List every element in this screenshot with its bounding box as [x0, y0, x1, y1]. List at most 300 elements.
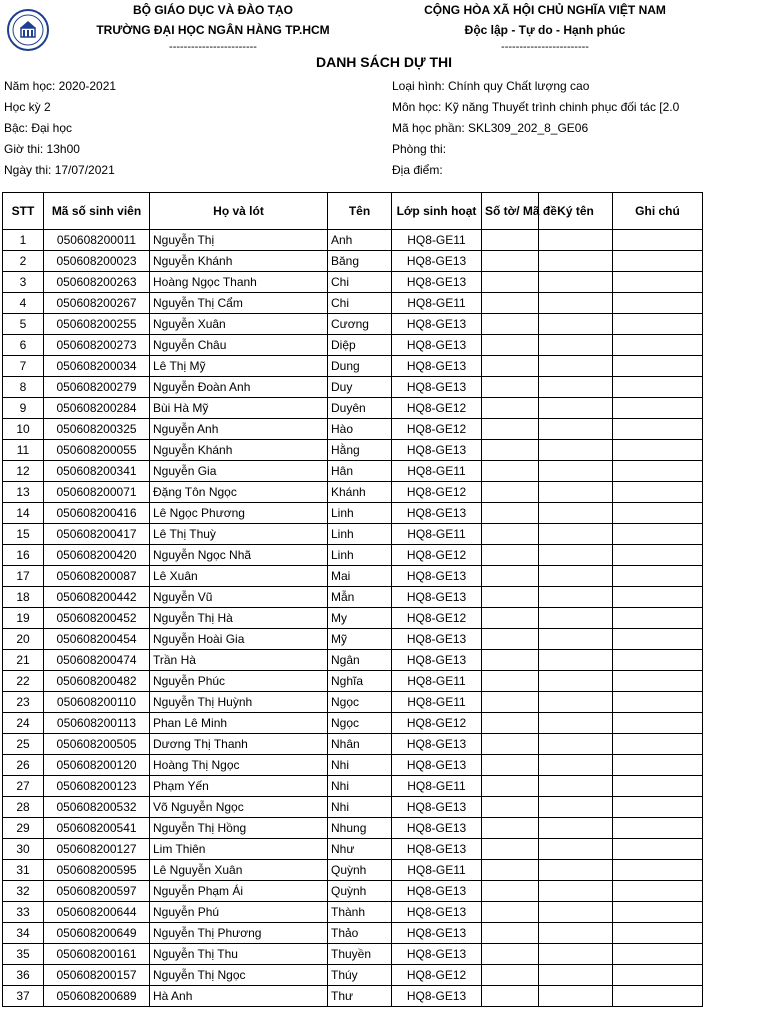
- row-sheets[interactable]: [482, 692, 539, 713]
- row-stt: 30: [3, 839, 44, 860]
- row-signature[interactable]: [539, 398, 613, 419]
- row-surname: Nguyễn Thị Huỳnh: [150, 692, 328, 713]
- table-row: [3, 398, 703, 419]
- row-notes[interactable]: [613, 461, 703, 482]
- row-student-id: 050608200644: [44, 902, 150, 923]
- ministry-name: BỘ GIÁO DỤC VÀ ĐÀO TẠO: [132, 3, 293, 17]
- row-surname: Nguyễn Thị Cẩm: [150, 293, 328, 314]
- row-surname: Võ Nguyễn Ngọc: [150, 797, 328, 818]
- university-name: TRƯỜNG ĐẠI HỌC NGÂN HÀNG TP.HCM: [96, 23, 330, 37]
- row-class: HQ8-GE12: [392, 713, 482, 734]
- row-signature[interactable]: [539, 482, 613, 503]
- row-given-name: Mẫn: [328, 587, 392, 608]
- row-surname: Nguyễn Khánh: [150, 440, 328, 461]
- row-class: HQ8-GE12: [392, 419, 482, 440]
- row-signature[interactable]: [539, 293, 613, 314]
- row-surname: Lê Thị Thuỳ: [150, 524, 328, 545]
- row-notes[interactable]: [613, 692, 703, 713]
- row-notes[interactable]: [613, 545, 703, 566]
- row-given-name: Thúy: [328, 965, 392, 986]
- row-student-id: 050608200420: [44, 545, 150, 566]
- row-stt: 4: [3, 293, 44, 314]
- row-class: HQ8-GE13: [392, 902, 482, 923]
- row-stt: 32: [3, 881, 44, 902]
- row-given-name: Thư: [328, 986, 392, 1007]
- row-signature[interactable]: [539, 608, 613, 629]
- exam-location: Địa điểm:: [392, 163, 443, 177]
- col-notes: Ghi chú: [613, 193, 703, 230]
- row-student-id: 050608200649: [44, 923, 150, 944]
- row-signature[interactable]: [539, 902, 613, 923]
- row-student-id: 050608200071: [44, 482, 150, 503]
- row-stt: 17: [3, 566, 44, 587]
- row-student-id: 050608200689: [44, 986, 150, 1007]
- row-notes[interactable]: [613, 713, 703, 734]
- table-row: [3, 944, 703, 965]
- row-notes[interactable]: [613, 335, 703, 356]
- row-sheets[interactable]: [482, 776, 539, 797]
- row-surname: Nguyễn Thị Hà: [150, 608, 328, 629]
- row-student-id: 050608200595: [44, 860, 150, 881]
- row-sheets[interactable]: [482, 335, 539, 356]
- row-given-name: Ngân: [328, 650, 392, 671]
- row-student-id: 050608200417: [44, 524, 150, 545]
- row-sheets[interactable]: [482, 419, 539, 440]
- row-signature[interactable]: [539, 797, 613, 818]
- row-sheets[interactable]: [482, 314, 539, 335]
- program-type: Loại hình: Chính quy Chất lượng cao: [392, 79, 590, 93]
- school-year: Năm học: 2020-2021: [4, 79, 117, 93]
- row-stt: 26: [3, 755, 44, 776]
- row-given-name: Chi: [328, 272, 392, 293]
- row-stt: 31: [3, 860, 44, 881]
- row-given-name: Chi: [328, 293, 392, 314]
- table-row: [3, 902, 703, 923]
- row-student-id: 050608200127: [44, 839, 150, 860]
- row-notes[interactable]: [613, 377, 703, 398]
- row-class: HQ8-GE13: [392, 629, 482, 650]
- table-row: [3, 881, 703, 902]
- row-signature[interactable]: [539, 776, 613, 797]
- row-signature[interactable]: [539, 650, 613, 671]
- row-sheets[interactable]: [482, 272, 539, 293]
- row-student-id: 050608200452: [44, 608, 150, 629]
- row-notes[interactable]: [613, 902, 703, 923]
- row-notes[interactable]: [613, 734, 703, 755]
- row-given-name: Cương: [328, 314, 392, 335]
- row-surname: Lê Ngọc Phương: [150, 503, 328, 524]
- row-class: HQ8-GE13: [392, 272, 482, 293]
- row-class: HQ8-GE11: [392, 461, 482, 482]
- row-class: HQ8-GE13: [392, 923, 482, 944]
- row-sheets[interactable]: [482, 818, 539, 839]
- table-row: [3, 440, 703, 461]
- row-stt: 21: [3, 650, 44, 671]
- row-given-name: Như: [328, 839, 392, 860]
- row-stt: 5: [3, 314, 44, 335]
- table-row: [3, 314, 703, 335]
- row-given-name: Dung: [328, 356, 392, 377]
- row-sheets[interactable]: [482, 608, 539, 629]
- table-row: [3, 230, 703, 251]
- row-stt: 28: [3, 797, 44, 818]
- row-stt: 23: [3, 692, 44, 713]
- row-notes[interactable]: [613, 650, 703, 671]
- table-row: [3, 377, 703, 398]
- row-stt: 19: [3, 608, 44, 629]
- row-signature[interactable]: [539, 356, 613, 377]
- row-sheets[interactable]: [482, 629, 539, 650]
- row-sheets[interactable]: [482, 839, 539, 860]
- row-student-id: 050608200123: [44, 776, 150, 797]
- document-title: DANH SÁCH DỰ THI: [315, 54, 453, 70]
- row-notes[interactable]: [613, 482, 703, 503]
- row-class: HQ8-GE13: [392, 377, 482, 398]
- row-class: HQ8-GE12: [392, 398, 482, 419]
- row-notes[interactable]: [613, 608, 703, 629]
- table-row: [3, 965, 703, 986]
- row-class: HQ8-GE13: [392, 566, 482, 587]
- row-student-id: 050608200157: [44, 965, 150, 986]
- row-student-id: 050608200532: [44, 797, 150, 818]
- row-signature[interactable]: [539, 377, 613, 398]
- row-surname: Nguyễn Thị Ngọc: [150, 965, 328, 986]
- row-signature[interactable]: [539, 461, 613, 482]
- row-stt: 35: [3, 944, 44, 965]
- row-surname: Phan Lê Minh: [150, 713, 328, 734]
- row-signature[interactable]: [539, 755, 613, 776]
- col-class: Lớp sinh hoạt: [392, 193, 482, 230]
- row-signature[interactable]: [539, 734, 613, 755]
- row-given-name: My: [328, 608, 392, 629]
- table-row: [3, 566, 703, 587]
- row-sheets[interactable]: [482, 356, 539, 377]
- row-class: HQ8-GE13: [392, 839, 482, 860]
- row-student-id: 050608200341: [44, 461, 150, 482]
- row-surname: Lê Thị Mỹ: [150, 356, 328, 377]
- row-student-id: 050608200482: [44, 671, 150, 692]
- row-surname: Nguyễn Đoàn Anh: [150, 377, 328, 398]
- table-row: [3, 692, 703, 713]
- row-signature[interactable]: [539, 713, 613, 734]
- table-row: [3, 839, 703, 860]
- row-notes[interactable]: [613, 503, 703, 524]
- row-notes[interactable]: [613, 230, 703, 251]
- row-sheets[interactable]: [482, 251, 539, 272]
- row-stt: 27: [3, 776, 44, 797]
- row-stt: 8: [3, 377, 44, 398]
- row-student-id: 050608200597: [44, 881, 150, 902]
- education-level: Bậc: Đại học: [4, 121, 73, 135]
- semester: Học kỳ 2: [4, 100, 51, 114]
- row-given-name: Thuyền: [328, 944, 392, 965]
- row-sheets[interactable]: [482, 671, 539, 692]
- row-sheets[interactable]: [482, 440, 539, 461]
- row-notes[interactable]: [613, 881, 703, 902]
- row-sheets[interactable]: [482, 524, 539, 545]
- university-logo: [6, 8, 50, 52]
- row-student-id: 050608200267: [44, 293, 150, 314]
- table-row: [3, 545, 703, 566]
- row-stt: 2: [3, 251, 44, 272]
- right-rule: ------------------------: [501, 41, 589, 53]
- table-row: [3, 587, 703, 608]
- row-notes[interactable]: [613, 419, 703, 440]
- row-notes[interactable]: [613, 755, 703, 776]
- row-signature[interactable]: [539, 860, 613, 881]
- row-notes[interactable]: [613, 398, 703, 419]
- row-surname: Nguyễn Xuân: [150, 314, 328, 335]
- row-signature[interactable]: [539, 545, 613, 566]
- row-signature[interactable]: [539, 524, 613, 545]
- exam-info-right: [392, 76, 766, 181]
- row-given-name: Quỳnh: [328, 860, 392, 881]
- row-notes[interactable]: [613, 629, 703, 650]
- row-signature[interactable]: [539, 314, 613, 335]
- row-sheets[interactable]: [482, 902, 539, 923]
- row-student-id: 050608200541: [44, 818, 150, 839]
- row-notes[interactable]: [613, 566, 703, 587]
- row-notes[interactable]: [613, 671, 703, 692]
- row-signature[interactable]: [539, 335, 613, 356]
- row-stt: 24: [3, 713, 44, 734]
- row-signature[interactable]: [539, 566, 613, 587]
- row-signature[interactable]: [539, 251, 613, 272]
- row-stt: 16: [3, 545, 44, 566]
- row-student-id: 050608200263: [44, 272, 150, 293]
- row-sheets[interactable]: [482, 398, 539, 419]
- row-surname: Dương Thị Thanh: [150, 734, 328, 755]
- row-signature[interactable]: [539, 818, 613, 839]
- row-class: HQ8-GE11: [392, 776, 482, 797]
- row-notes[interactable]: [613, 293, 703, 314]
- row-surname: Nguyễn Khánh: [150, 251, 328, 272]
- row-signature[interactable]: [539, 272, 613, 293]
- row-signature[interactable]: [539, 440, 613, 461]
- row-notes[interactable]: [613, 986, 703, 1007]
- row-class: HQ8-GE11: [392, 230, 482, 251]
- row-class: HQ8-GE13: [392, 587, 482, 608]
- row-class: HQ8-GE13: [392, 944, 482, 965]
- row-given-name: Băng: [328, 251, 392, 272]
- row-given-name: Duyên: [328, 398, 392, 419]
- row-signature[interactable]: [539, 986, 613, 1007]
- row-sheets[interactable]: [482, 755, 539, 776]
- row-notes[interactable]: [613, 797, 703, 818]
- row-signature[interactable]: [539, 923, 613, 944]
- col-sheets: Số tờ/ Mã đề: [482, 193, 539, 230]
- row-surname: Nguyễn Hoài Gia: [150, 629, 328, 650]
- row-notes[interactable]: [613, 251, 703, 272]
- row-stt: 22: [3, 671, 44, 692]
- row-student-id: 050608200055: [44, 440, 150, 461]
- table-row: [3, 818, 703, 839]
- table-row: [3, 650, 703, 671]
- col-stt: STT: [3, 193, 44, 230]
- row-notes[interactable]: [613, 944, 703, 965]
- row-surname: Đặng Tôn Ngọc: [150, 482, 328, 503]
- row-given-name: Nhi: [328, 797, 392, 818]
- row-stt: 34: [3, 923, 44, 944]
- exam-room: Phòng thi:: [392, 142, 447, 156]
- row-sheets[interactable]: [482, 965, 539, 986]
- row-signature[interactable]: [539, 230, 613, 251]
- row-surname: Nguyễn Thị Phương: [150, 923, 328, 944]
- row-given-name: Hào: [328, 419, 392, 440]
- row-student-id: 050608200011: [44, 230, 150, 251]
- row-notes[interactable]: [613, 860, 703, 881]
- row-notes[interactable]: [613, 272, 703, 293]
- table-row: [3, 860, 703, 881]
- row-sheets[interactable]: [482, 734, 539, 755]
- row-student-id: 050608200120: [44, 755, 150, 776]
- row-signature[interactable]: [539, 587, 613, 608]
- row-given-name: Anh: [328, 230, 392, 251]
- row-class: HQ8-GE13: [392, 335, 482, 356]
- row-given-name: Thảo: [328, 923, 392, 944]
- row-class: HQ8-GE13: [392, 881, 482, 902]
- row-class: HQ8-GE12: [392, 482, 482, 503]
- row-class: HQ8-GE13: [392, 503, 482, 524]
- row-notes[interactable]: [613, 818, 703, 839]
- row-class: HQ8-GE11: [392, 671, 482, 692]
- table-row: [3, 713, 703, 734]
- row-given-name: Hằng: [328, 440, 392, 461]
- row-stt: 11: [3, 440, 44, 461]
- row-sheets[interactable]: [482, 461, 539, 482]
- row-signature[interactable]: [539, 881, 613, 902]
- row-signature[interactable]: [539, 503, 613, 524]
- row-sheets[interactable]: [482, 986, 539, 1007]
- row-signature[interactable]: [539, 944, 613, 965]
- row-sheets[interactable]: [482, 293, 539, 314]
- row-given-name: Diệp: [328, 335, 392, 356]
- row-given-name: Nghĩa: [328, 671, 392, 692]
- table-row: [3, 608, 703, 629]
- row-given-name: Mỹ: [328, 629, 392, 650]
- row-sheets[interactable]: [482, 881, 539, 902]
- exam-time: Giờ thi: 13h00: [4, 142, 80, 156]
- row-sheets[interactable]: [482, 713, 539, 734]
- table-row: [3, 461, 703, 482]
- row-sheets[interactable]: [482, 650, 539, 671]
- row-given-name: Hân: [328, 461, 392, 482]
- row-notes[interactable]: [613, 839, 703, 860]
- row-sheets[interactable]: [482, 923, 539, 944]
- row-class: HQ8-GE12: [392, 608, 482, 629]
- row-stt: 36: [3, 965, 44, 986]
- row-surname: Nguyễn Ngọc Nhã: [150, 545, 328, 566]
- row-student-id: 050608200034: [44, 356, 150, 377]
- row-sheets[interactable]: [482, 230, 539, 251]
- row-sheets[interactable]: [482, 566, 539, 587]
- row-student-id: 050608200325: [44, 419, 150, 440]
- row-signature[interactable]: [539, 629, 613, 650]
- row-stt: 12: [3, 461, 44, 482]
- table-row: [3, 734, 703, 755]
- row-stt: 37: [3, 986, 44, 1007]
- row-sheets[interactable]: [482, 587, 539, 608]
- row-surname: Hoàng Ngọc Thanh: [150, 272, 328, 293]
- table-row: [3, 293, 703, 314]
- row-sheets[interactable]: [482, 944, 539, 965]
- row-given-name: Ngọc: [328, 692, 392, 713]
- row-sheets[interactable]: [482, 503, 539, 524]
- row-surname: Hà Anh: [150, 986, 328, 1007]
- row-sheets[interactable]: [482, 797, 539, 818]
- row-surname: Hoàng Thị Ngọc: [150, 755, 328, 776]
- row-sheets[interactable]: [482, 377, 539, 398]
- row-student-id: 050608200087: [44, 566, 150, 587]
- row-class: HQ8-GE13: [392, 818, 482, 839]
- row-notes[interactable]: [613, 923, 703, 944]
- row-signature[interactable]: [539, 692, 613, 713]
- exam-info-left: [4, 76, 116, 181]
- table-row: [3, 524, 703, 545]
- course-code: Mã học phần: SKL309_202_8_GE06: [392, 121, 589, 135]
- row-stt: 6: [3, 335, 44, 356]
- row-class: HQ8-GE11: [392, 524, 482, 545]
- row-sheets[interactable]: [482, 545, 539, 566]
- row-sheets[interactable]: [482, 860, 539, 881]
- row-stt: 14: [3, 503, 44, 524]
- row-given-name: Duy: [328, 377, 392, 398]
- row-class: HQ8-GE13: [392, 440, 482, 461]
- row-notes[interactable]: [613, 356, 703, 377]
- row-stt: 20: [3, 629, 44, 650]
- row-notes[interactable]: [613, 965, 703, 986]
- left-header: [78, 0, 348, 54]
- row-class: HQ8-GE13: [392, 314, 482, 335]
- row-surname: Lim Thiên: [150, 839, 328, 860]
- row-stt: 3: [3, 272, 44, 293]
- row-stt: 15: [3, 524, 44, 545]
- row-signature[interactable]: [539, 419, 613, 440]
- row-surname: Nguyễn Gia: [150, 461, 328, 482]
- row-student-id: 050608200279: [44, 377, 150, 398]
- row-class: HQ8-GE13: [392, 251, 482, 272]
- table-row: [3, 356, 703, 377]
- row-signature[interactable]: [539, 839, 613, 860]
- row-given-name: Linh: [328, 503, 392, 524]
- table-row: [3, 629, 703, 650]
- row-notes[interactable]: [613, 587, 703, 608]
- row-given-name: Nhung: [328, 818, 392, 839]
- row-notes[interactable]: [613, 776, 703, 797]
- row-student-id: 050608200273: [44, 335, 150, 356]
- row-student-id: 050608200255: [44, 314, 150, 335]
- row-signature[interactable]: [539, 965, 613, 986]
- row-surname: Nguyễn Phạm Ái: [150, 881, 328, 902]
- row-given-name: Linh: [328, 524, 392, 545]
- row-class: HQ8-GE13: [392, 986, 482, 1007]
- row-signature[interactable]: [539, 671, 613, 692]
- row-notes[interactable]: [613, 524, 703, 545]
- table-row: [3, 482, 703, 503]
- row-sheets[interactable]: [482, 482, 539, 503]
- row-notes[interactable]: [613, 314, 703, 335]
- row-surname: Nguyễn Phúc: [150, 671, 328, 692]
- row-student-id: 050608200505: [44, 734, 150, 755]
- row-given-name: Quỳnh: [328, 881, 392, 902]
- row-class: HQ8-GE11: [392, 293, 482, 314]
- course-name: Môn học: Kỹ năng Thuyết trình chinh phục đối tác [2.0: [392, 100, 680, 114]
- row-class: HQ8-GE13: [392, 797, 482, 818]
- row-notes[interactable]: [613, 440, 703, 461]
- row-stt: 29: [3, 818, 44, 839]
- row-class: HQ8-GE11: [392, 692, 482, 713]
- row-student-id: 050608200416: [44, 503, 150, 524]
